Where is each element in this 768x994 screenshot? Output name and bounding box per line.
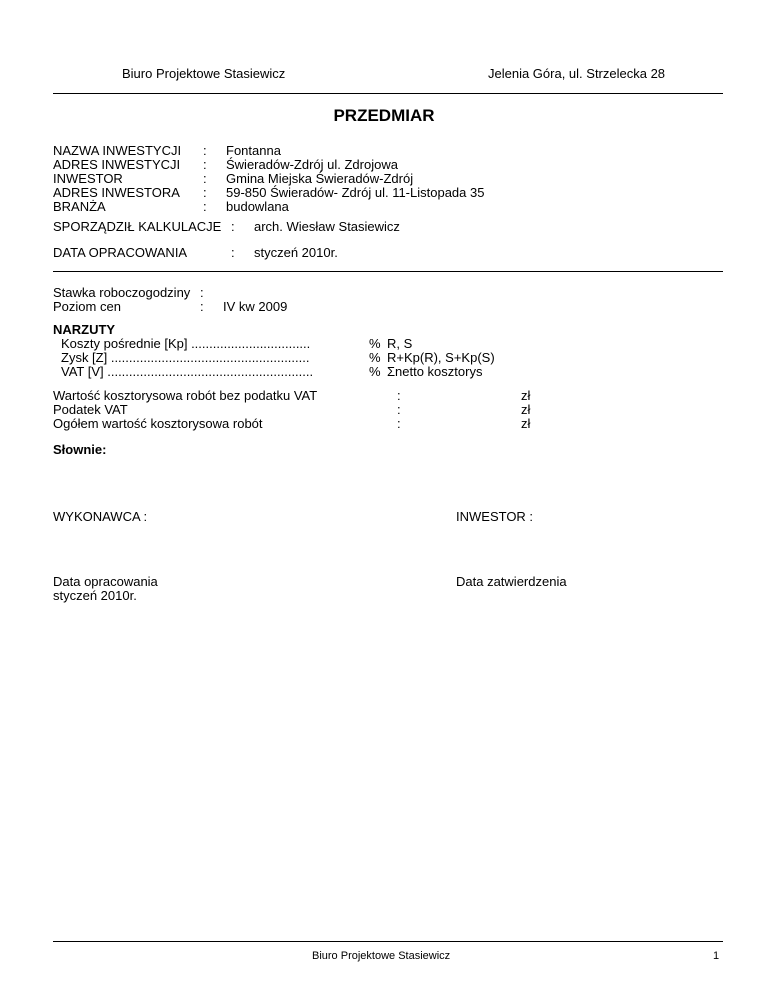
info-separator: : (203, 185, 207, 200)
value-unit: zł (521, 402, 531, 417)
value-separators (397, 389, 401, 431)
date-label: DATA OPRACOWANIA (53, 245, 188, 260)
value-units (521, 389, 530, 431)
value-label: Podatek VAT (53, 402, 128, 417)
surcharge-label: Zysk [Z] ....................................................... (61, 350, 310, 365)
info-labels (53, 144, 181, 214)
prep-date-block (53, 575, 158, 603)
info-value: 59-850 Świeradów- Zdrój ul. 11-Listopada 35 (226, 185, 485, 200)
page-title: PRZEDMIAR (333, 106, 435, 125)
date-value: styczeń 2010r. (254, 245, 338, 260)
info-values (226, 144, 484, 214)
info-separator: : (203, 171, 207, 186)
value-labels (53, 389, 317, 431)
calc-value: arch. Wiesław Stasiewicz (254, 219, 400, 234)
surcharge-label: Koszty pośrednie [Kp] ................................. (61, 336, 311, 351)
page-number: 1 (713, 950, 720, 962)
header-divider (53, 93, 723, 94)
rate-label: Poziom cen (53, 299, 121, 314)
info-separator: : (203, 157, 207, 172)
surcharge-basis: Σnetto kosztorys (387, 364, 483, 379)
prep-date-value: styczeń 2010r. (53, 588, 137, 603)
rate-separator: : (200, 285, 204, 300)
surcharge-percent: % (369, 364, 381, 379)
rates-labels (53, 286, 190, 314)
prep-date-label: Data opracowania (53, 574, 158, 589)
contractor-label: WYKONAWCA : (53, 509, 148, 524)
info-separator: : (203, 199, 207, 214)
surcharge-basis: R+Kp(R), S+Kp(S) (387, 350, 495, 365)
info-label: INWESTOR (53, 171, 123, 186)
surcharge-percent: % (369, 336, 381, 351)
info-value: Gmina Miejska Świeradów-Zdrój (226, 171, 414, 186)
value-label: Wartość kosztorysowa robót bez podatku VAT (53, 388, 318, 403)
value-unit: zł (521, 416, 531, 431)
info-separator: : (203, 143, 207, 158)
info-label: BRANŻA (53, 199, 106, 214)
info-label: NAZWA INWESTYCJI (53, 143, 182, 158)
value-separator: : (397, 402, 401, 417)
info-value: Fontanna (226, 143, 281, 158)
calc-label: SPORZĄDZIŁ KALKULACJE (53, 219, 222, 234)
rate-separator: : (200, 299, 204, 314)
header-address: Jelenia Góra, ul. Strzelecka 28 (488, 66, 666, 81)
rate-label: Stawka roboczogodziny (53, 285, 191, 300)
value-label: Ogółem wartość kosztorysowa robót (53, 416, 263, 431)
approval-date-label: Data zatwierdzenia (456, 574, 567, 589)
section-divider (53, 271, 723, 272)
date-separator: : (231, 245, 235, 260)
surcharge-bases (387, 337, 495, 379)
calc-separator: : (231, 219, 235, 234)
surcharges-heading: NARZUTY (53, 322, 116, 337)
investor-label: INWESTOR : (456, 509, 534, 524)
info-label: ADRES INWESTORA (53, 185, 180, 200)
header-company: Biuro Projektowe Stasiewicz (122, 66, 286, 81)
words-label: Słownie: (53, 442, 107, 457)
surcharge-percents (369, 337, 381, 379)
info-label: ADRES INWESTYCJI (53, 157, 181, 172)
value-separator: : (397, 416, 401, 431)
surcharge-labels (61, 337, 313, 379)
surcharge-basis: R, S (387, 336, 413, 351)
value-separator: : (397, 388, 401, 403)
footer-company: Biuro Projektowe Stasiewicz (312, 950, 451, 962)
footer-divider (53, 941, 723, 942)
info-value: budowlana (226, 199, 289, 214)
surcharge-label: VAT [V] ......................................................... (61, 364, 314, 379)
value-unit: zł (521, 388, 531, 403)
rate-value (223, 286, 287, 300)
surcharge-percent: % (369, 350, 381, 365)
info-separators (203, 144, 207, 214)
rates-separators (200, 286, 204, 314)
rate-value: IV kw 2009 (223, 299, 288, 314)
info-value: Świeradów-Zdrój ul. Zdrojowa (226, 157, 398, 172)
rates-values (223, 286, 287, 314)
